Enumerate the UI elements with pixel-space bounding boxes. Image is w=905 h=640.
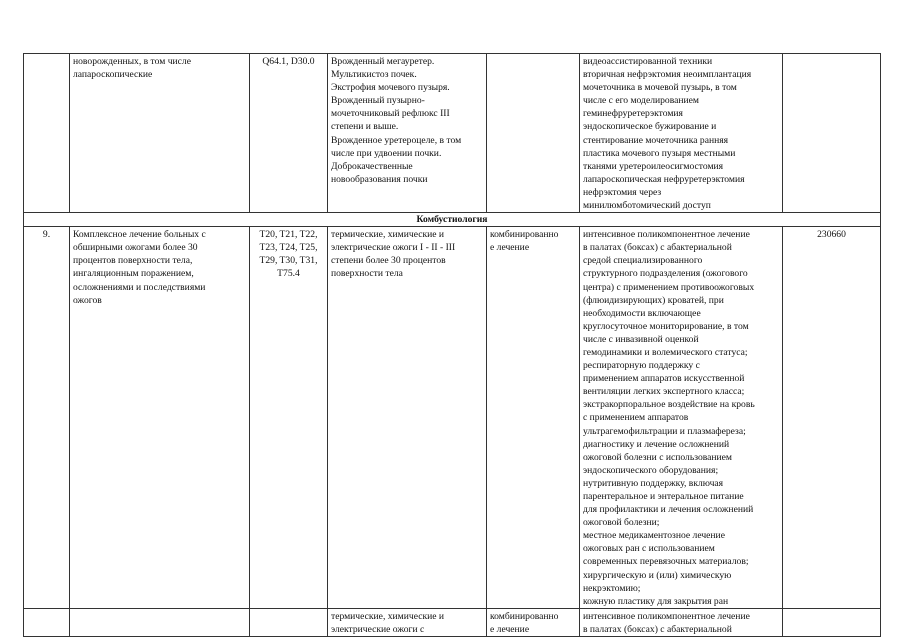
cell-line: лапароскопические: [73, 69, 153, 81]
cell-line: респираторную поддержку с: [583, 360, 700, 372]
cell-line: хирургическую и (или) химическую: [583, 569, 732, 581]
cell-line: для профилактики и лечения осложнений: [583, 504, 754, 516]
cell-line: термические, химические и: [331, 610, 445, 622]
treatment-type: [487, 54, 580, 213]
cell-line: новообразования почки: [331, 173, 428, 185]
cell-line: нутритивную поддержку, включая: [583, 477, 724, 489]
cell-line: комбинированно: [490, 229, 559, 241]
cell-line: Мультикистоз почек.: [331, 69, 417, 81]
cell-line: Q64.1, D30.0: [262, 56, 315, 67]
cell-line: в палатах (боксах) с абактериальной: [583, 623, 732, 635]
patient-model: [328, 608, 487, 636]
cost-cell: [783, 608, 881, 636]
treatment-type: [487, 608, 580, 636]
cost-cell: [783, 54, 881, 213]
cell-line: Доброкачественные: [331, 160, 413, 172]
cell-line: Врожденное уретероцеле, в том: [331, 134, 462, 146]
cell-line: электрические ожоги с: [331, 623, 425, 635]
cell-line: необходимости включающее: [583, 307, 701, 319]
row-number: 9.: [24, 227, 70, 609]
cell-line: осложнениями и последствиями: [73, 281, 206, 293]
cell-line: комбинированно: [490, 610, 559, 622]
cell-line: ожогов: [73, 294, 102, 306]
cell-line: структурного подразделения (ожогового: [583, 268, 748, 280]
cell-line: термические, химические и: [331, 229, 445, 241]
cell-line: Экстрофия мочевого пузыря.: [331, 82, 450, 94]
cell-line: Комплексное лечение больных с: [73, 229, 206, 241]
table-row: [24, 54, 881, 213]
cell-line: числе с его моделированием: [583, 95, 699, 107]
table-row: [24, 227, 881, 609]
cell-line: числе при удвоении почки.: [331, 147, 442, 159]
cell-line: ожоговой болезни;: [583, 517, 660, 529]
cell-line: вентиляции легких экспертного класса;: [583, 386, 745, 398]
cell-line: с применением аппаратов: [583, 412, 689, 424]
cell-line: в палатах (боксах) с абактериальной: [583, 242, 732, 254]
treatment-method: [580, 608, 783, 636]
cell-line: эндоскопического оборудования;: [583, 464, 719, 476]
cost-cell: 230660: [783, 227, 881, 609]
cell-line: стентирование мочеточника ранняя: [583, 134, 729, 146]
cell-line: эндоскопическое бужирование и: [583, 121, 717, 133]
cell-line: средой специализированного: [583, 255, 703, 267]
treatment-method: [580, 54, 783, 213]
row-number: [24, 608, 70, 636]
cell-line: тканями уретероилеосигмостомия: [583, 160, 724, 172]
cell-line: некрэктомию;: [583, 582, 641, 594]
cell-line: мочеточниковый рефлюкс III: [331, 108, 450, 120]
cell-line: интенсивное поликомпонентное лечение: [583, 229, 750, 241]
cell-line: видеоассистированной техники: [583, 56, 713, 67]
patient-model: [328, 54, 487, 213]
cell-line: электрические ожоги I - II - III: [331, 242, 456, 254]
section-title: Комбустиология: [24, 213, 881, 227]
cell-line: лапароскопическая нефруретерэктомия: [583, 173, 745, 185]
cell-line: ультрагемофильтрации и плазмафереза;: [583, 425, 746, 437]
cell-line: Врожденный мегауретер.: [331, 56, 435, 67]
cell-line: ожоговых ран с использованием: [583, 543, 715, 555]
cell-line: центра) с применением противоожоговых: [583, 281, 755, 293]
cell-line: геминефруретерэктомия: [583, 108, 683, 120]
cell-line: гемодинамики и волемического статуса;: [583, 346, 748, 358]
treatment-method: [580, 227, 783, 609]
cell-line: T20, T21, T22,: [259, 229, 318, 241]
patient-model: [328, 227, 487, 609]
cell-line: степени и выше.: [331, 121, 399, 133]
cell-line: интенсивное поликомпонентное лечение: [583, 610, 750, 622]
cell-line: круглосуточное мониторирование, в том: [583, 320, 749, 332]
cell-line: поверхности тела: [331, 268, 403, 280]
cell-line: ожоговой болезни с использованием: [583, 451, 733, 463]
cell-line: минилюмботомический доступ: [583, 200, 711, 212]
icd-codes: [250, 227, 328, 609]
cell-line: кожную пластику для закрытия ран: [583, 595, 729, 607]
icd-codes: [250, 54, 328, 213]
cell-line: диагностику и лечение осложнений: [583, 438, 730, 450]
icd-codes: [250, 608, 328, 636]
cell-line: обширными ожогами более 30: [73, 242, 198, 254]
cell-line: ингаляционным поражением,: [73, 268, 194, 280]
cell-line: экстракорпоральное воздействие на кровь: [583, 399, 755, 411]
table-row: [24, 608, 881, 636]
cell-line: е лечение: [490, 623, 530, 635]
intervention-name: [70, 227, 250, 609]
cell-line: T29, T30, T31,: [259, 255, 318, 267]
cell-line: местное медикаментозное лечение: [583, 530, 725, 542]
cell-line: процентов поверхности тела,: [73, 255, 193, 267]
cell-line: степени более 30 процентов: [331, 255, 446, 267]
cell-line: новорожденных, в том числе: [73, 56, 191, 67]
section-row: [24, 213, 881, 227]
cell-line: (флюидизирующих) кроватей, при: [583, 294, 724, 306]
treatment-type: [487, 227, 580, 609]
cell-line: числе с инвазивной оценкой: [583, 333, 699, 345]
medical-care-table: [23, 53, 881, 637]
cell-line: мочеточника в мочевой пузырь, в том: [583, 82, 737, 94]
cell-line: Врожденный пузырно-: [331, 95, 425, 107]
row-number: [24, 54, 70, 213]
intervention-name: [70, 54, 250, 213]
cell-line: T23, T24, T25,: [259, 242, 318, 254]
cell-line: нефрэктомия через: [583, 186, 662, 198]
cell-line: T75.4: [277, 268, 300, 280]
cell-line: парентеральное и энтеральное питание: [583, 491, 744, 502]
cell-line: современных перевязочных материалов;: [583, 556, 749, 568]
intervention-name: [70, 608, 250, 636]
cell-line: пластика мочевого пузыря местными: [583, 147, 736, 159]
cell-line: применением аппаратов искусственной: [583, 373, 745, 385]
cell-line: е лечение: [490, 242, 530, 254]
cell-line: вторичная нефрэктомия неоимплантация: [583, 69, 752, 81]
